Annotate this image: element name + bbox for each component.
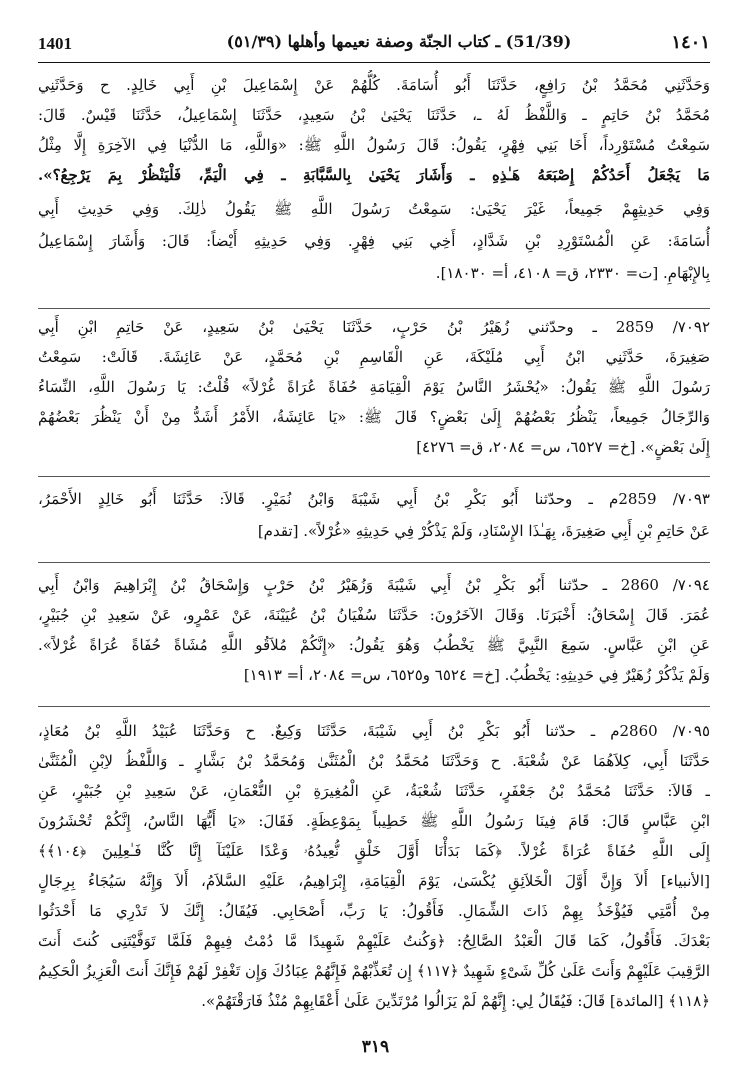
- text-line: عَنِ ابْنِ عَبَّاسٍ. سَمِعَ النَّبِيَّ ﷺ يَخْطُبُ وَهُوَ يَقُولُ: «إِنَّكُمْ مُلاَقُو اللَّهِ مُشَاةً حُفَاةً عُرَاةً غُرْلاً».: [38, 636, 710, 654]
- hadith-separator: [38, 706, 710, 707]
- hadith-separator: [38, 308, 710, 309]
- text-line: وَالرِّجَالُ جَمِيعاً، يَنْظُرُ بَعْضُهُمْ إِلَىٰ بَعْضٍ؟ قَالَ ﷺ: «يَا عَائِشَةُ، الأَمْرُ أَشَدُّ مِنْ أَنْ يَنْظُرَ بَعْضُهُمْ: [38, 408, 710, 426]
- text-line: صَغِيرَةَ، حَدَّثَنِي ابْنُ أَبِي مُلَيْكَةَ، عَنِ الْقَاسِمِ بْنِ مُحَمَّدٍ، عَنْ عَائِشَةَ. قَالَتْ: سَمِعْتُ: [38, 348, 710, 366]
- text-line: ٧٠٩٣/ 2859م ـ وحدّثنا أَبُو بَكْرِ بْنُ أَبِي شَيْبَةَ وَابْنُ نُمَيْرٍ. قَالاَ: حَدَّثَنَا أَبُو خَالِدٍ الأَحْمَرُ،: [38, 490, 710, 508]
- text-line: وَفِي حَدِيثِهِمْ جَمِيعاً، غَيْرَ يَحْيَىٰ: سَمِعْتُ رَسُولَ اللَّهِ ﷺ يَقُولُ ذٰلِكَ. وَفِي حَدِيثِ أَبِي: [38, 200, 710, 218]
- text-line: عَنْ حَاتِمِ بْنِ أَبِي صَغِيرَةَ، بِهَـٰذَا الإِسْنَادِ، وَلَمْ يَذْكُرْ فِي حَدِيثِهِ «غُرْلاً». [تقدم]: [257, 522, 710, 540]
- page-number-latin: 1401: [38, 34, 72, 53]
- text-line: إِلَى اللَّهِ حُفَاةً عُرَاةً غُرْلاً. ﴿كَمَا بَدَأْنَا أَوَّلَ خَلْقٍ نُّعِيدُهُۥ وَعْدًا عَلَيْنَآ إِنَّا كُنَّا فَـٰعِلِينَ ﴿١٠٤﴾﴾: [38, 842, 710, 860]
- text-line: ٧٠٩٢/ 2859 ـ وحدّثني زُهَيْرُ بْنُ حَرْبٍ، حَدَّثَنَا يَحْيَىٰ بْنُ سَعِيدٍ، عَنْ حَاتِمِ ابْنِ أَبِي: [38, 318, 710, 336]
- text-line: حَدَّثَنَا أَبِي، كِلاَهُمَا عَنْ شُعْبَةَ. ح وَحَدَّثَنَا مُحَمَّدُ بْنُ الْمُثَنَّىٰ وَمُحَمَّدُ بْنُ بَشَّارٍ ـ وَاللَّفْظُ لاِبْنِ الْمُثَنَّىٰ: [38, 752, 710, 770]
- running-title: (51/39) ـ كتاب الجنّة وصفة نعيمها وأهلها (٥١/٣٩): [226, 32, 572, 51]
- text-line: بِالإِبْهَامِ. [ت= ٢٣٣٠، ق= ٤١٠٨، أ= ١٨٠٣٠].: [435, 264, 710, 282]
- text-line: ﴿١١٨﴾ [المائدة] قَالَ: فَيُقَالُ لِي: إِنَّهُمْ لَمْ يَزَالُوا مُرْتَدِّينَ عَلَىٰ أَعْقَابِهِمْ مُنْذُ فَارَقْتَهُمْ».: [201, 992, 710, 1010]
- page-footer-number: ٣١٩: [361, 1037, 390, 1057]
- text-line: سَمِعْتُ مُسْتَوْرِداً، أَخَا بَنِي فِهْرٍ، يَقُولُ: قَالَ رَسُولُ اللَّهِ ﷺ: «وَاللَّهِ، مَا الدُّنْيَا فِي الآخِرَةِ إِلَّا مِثْلُ: [38, 136, 710, 154]
- text-line: مُحَمَّدُ بْنُ حَاتِمٍ ـ وَاللَّفْظُ لَهُ ـ، حَدَّثَنَا يَحْيَىٰ بْنُ سَعِيدٍ، حَدَّثَنَا إِسْمَاعِيلُ، حَدَّثَنَا قَيْسٌ. قَالَ:: [38, 106, 710, 124]
- text-line: وَلَمْ يَذْكُرْ زُهَيْرٌ فِي حَدِيثِهِ: يَخْطُبُ. [خ= ٦٥٢٤ و٦٥٢٥، س= ٢٠٨٤، أ= ١٩١٣]: [243, 666, 710, 684]
- text-line: ـ قَالاَ: حَدَّثَنَا مُحَمَّدُ بْنُ جَعْفَرٍ، حَدَّثَنَا شُعْبَةُ، عَنِ الْمُغِيرَةِ بْنِ النُّعْمَانِ، عَنْ سَعِيدِ بْنِ جُبَيْرٍ، عَنِ: [38, 782, 710, 800]
- text-line: الرَّقِيبَ عَلَيْهِمْ وَأَنتَ عَلَىٰ كُلِّ شَىْءٍ شَهِيدٌ ﴿١١٧﴾ إِن تُعَذِّبْهُمْ فَإِنَّهُمْ عِبَادُكَ وَإِن تَغْفِرْ لَهُمْ فَإِنَّكَ أَنتَ الْعَزِيزُ الْحَكِيمُ: [38, 962, 710, 980]
- text-line: ٧٠٩٤/ 2860 ـ حدّثنا أَبُو بَكْرِ بْنُ أَبِي شَيْبَةَ وَزُهَيْرُ بْنُ حَرْبٍ وَإِسْحَاقُ بْنُ إِبْرَاهِيمَ وَابْنُ أَبِي: [38, 576, 710, 594]
- hadith-separator: [38, 476, 710, 477]
- text-line: [الأنبياء] أَلاَ وَإِنَّ أَوَّلَ الْخَلاَئِقِ يُكْسَىٰ، يَوْمَ الْقِيَامَةِ، إِبْرَاهِيمُ، عَلَيْهِ السَّلاَمُ، أَلاَ وَإِنَّهُ سَيُجَاءُ بِرِجَالٍ: [38, 872, 710, 890]
- text-line: عُمَرَ. قَالَ إِسْحَاقُ: أَخْبَرَنَا. وَقَالَ الآخَرُونَ: حَدَّثَنَا سُفْيَانُ بْنُ عُيَيْنَةَ، عَنْ عَمْرٍو، عَنْ سَعِيدِ بْنِ جُبَيْرٍ،: [38, 606, 710, 624]
- text-line: مِنْ أُمَّتِي فَيُؤْخَذُ بِهِمْ ذَاتَ الشِّمَالِ. فَأَقُولُ: يَا رَبِّ، أَصْحَابِي. فَيُقَالُ: إِنَّكَ لاَ تَدْرِي مَا أَحْدَثُوا: [38, 902, 710, 920]
- text-line: بَعْدَكَ. فَأَقُولُ، كَمَا قَالَ الْعَبْدُ الصَّالِحُ: ﴿وَكُنتُ عَلَيْهِمْ شَهِيدًا مَّا دُمْتُ فِيهِمْ فَلَمَّا تَوَفَّيْتَنِى كُنتَ أَنتَ: [38, 932, 710, 950]
- hadith-separator: [38, 562, 710, 563]
- text-line: أُسَامَةَ: عَنِ الْمُسْتَوْرِدِ بْنِ شَدَّادٍ، أَخِي بَنِي فِهْرٍ. وَفِي حَدِيثِهِ أَيْضاً: قَالَ: وَأَشَارَ إِسْمَاعِيلُ: [38, 232, 710, 250]
- text-line: رَسُولَ اللَّهِ ﷺ يَقُولُ: «يُحْشَرُ النَّاسُ يَوْمَ الْقِيَامَةِ حُفَاةً عُرَاةً غُرْلاً» قُلْتُ: يَا رَسُولَ اللَّهِ، النِّسَاءُ: [38, 378, 710, 396]
- page-number-arabic: ١٤٠١: [671, 32, 710, 53]
- header-rule: [38, 62, 710, 63]
- text-line: ٧٠٩٥/ 2860م ـ حدّثنا أَبُو بَكْرِ بْنُ أَبِي شَيْبَةَ، حَدَّثَنَا وَكِيعٌ. ح وَحَدَّثَنَا عُبَيْدُ اللَّهِ بْنُ مُعَاذٍ،: [38, 722, 710, 740]
- text-line: إِلَىٰ بَعْضٍ». [خ= ٦٥٢٧، س= ٢٠٨٤، ق= ٤٢٧٦]: [416, 438, 710, 456]
- text-line: وَحَدَّثَنِي مُحَمَّدُ بْنُ رَافِعٍ، حَدَّثَنَا أَبُو أُسَامَةَ. كُلُّهُمْ عَنْ إِسْمَاعِيلَ بْنِ أَبِي خَالِدٍ. ح وَحَدَّثَنِي: [38, 76, 710, 94]
- page-header: [38, 24, 710, 62]
- text-line: ابْنِ عَبَّاسٍ قَالَ: قَامَ فِينَا رَسُولُ اللَّهِ ﷺ خَطِيباً بِمَوْعِظَةٍ. فَقَالَ: «يَا أَيُّهَا النَّاسُ، إِنَّكُمْ تُحْشَرُونَ: [38, 812, 710, 830]
- text-line: مَا يَجْعَلُ أَحَدُكُمْ إِصْبَعَهُ هَـٰذِهِ ـ وَأَشَارَ يَحْيَىٰ بِالسَّبَّابَةِ ـ فِي الْيَمِّ، فَلْيَنْظُرْ بِمَ يَرْجِعُ؟».: [38, 166, 710, 184]
